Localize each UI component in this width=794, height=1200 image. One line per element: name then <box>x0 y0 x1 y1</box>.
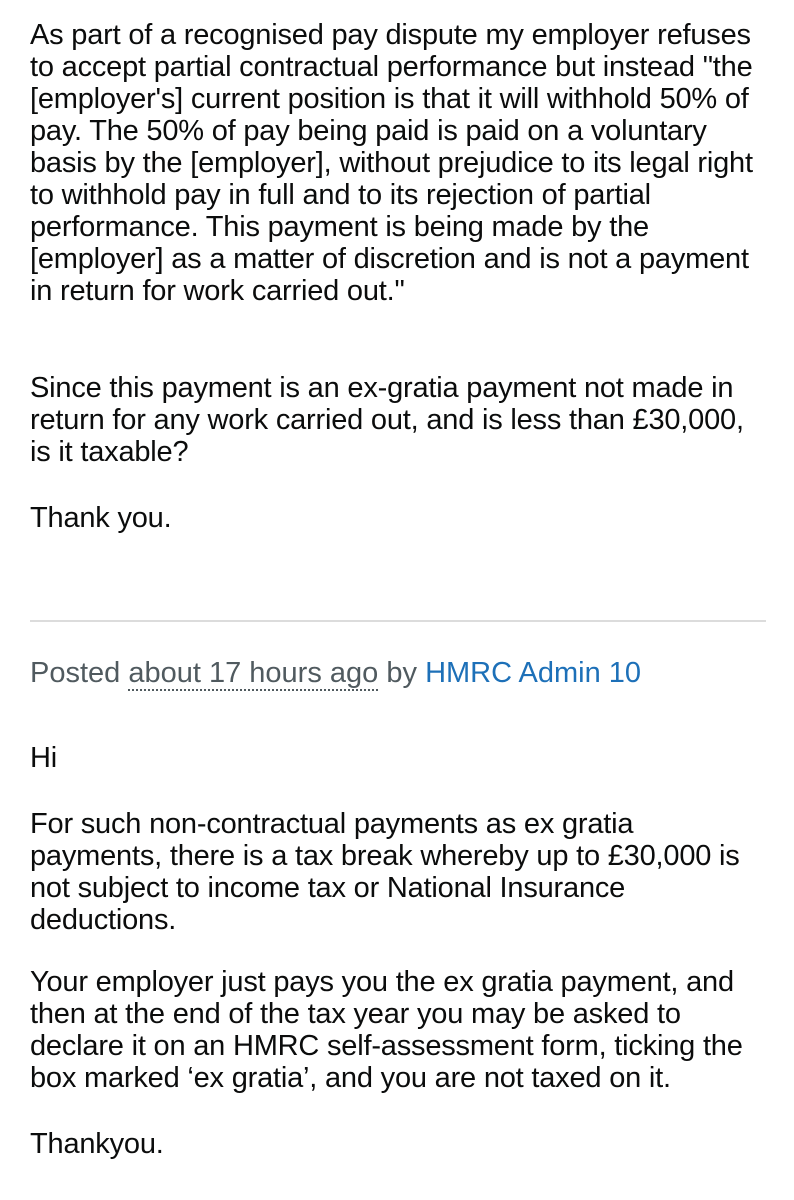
post-divider <box>30 620 766 622</box>
reply-greeting: Hi <box>30 742 57 774</box>
reply-signoff: Thankyou. <box>30 1128 164 1160</box>
posted-time[interactable]: about 17 hours ago <box>128 657 379 689</box>
posted-label: Posted <box>30 657 121 689</box>
question-paragraph: Since this payment is an ex-gratia payment not made in return for any work carried out, and is less than £30,000, is it taxable? <box>30 372 744 468</box>
author-link[interactable]: HMRC Admin 10 <box>425 657 642 689</box>
question-signoff: Thank you. <box>30 502 172 534</box>
reply-paragraph: For such non-contractual payments as ex gratia payments, there is a tax break whereby up to £30,000 is not subject to income tax or National Insurance deductions. <box>30 808 740 936</box>
by-label: by <box>386 657 417 689</box>
question-paragraph: As part of a recognised pay dispute my employer refuses to accept partial contractual performance but instead "the [employer's] current position is that it will withhold 50% of pay. The 50% of pay being paid is paid on a voluntary basis by the [employer], without prejudice to its legal right to withhold pay in full and to its rejection of partial performance. This payment is being made by the [employer] as a matter of discretion and is not a payment in return for work carried out." <box>30 19 753 307</box>
reply-paragraph: Your employer just pays you the ex gratia payment, and then at the end of the tax year you may be asked to declare it on an HMRC self-assessment form, ticking the box marked ‘ex gratia’, and you are not taxed on it. <box>30 966 743 1094</box>
reply-meta <box>30 657 641 689</box>
